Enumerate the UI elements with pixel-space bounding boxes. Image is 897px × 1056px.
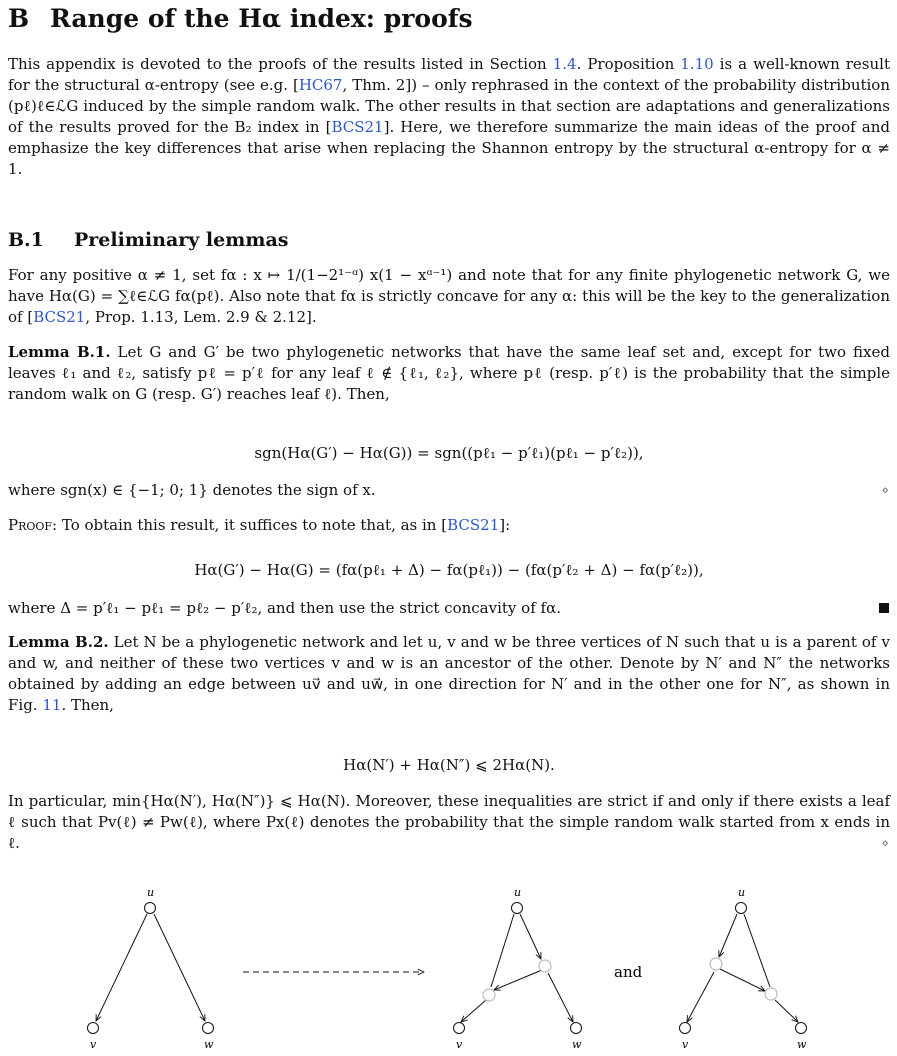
vertex-v (680, 1023, 691, 1034)
citation-bcs21-link[interactable]: BCS21 (33, 308, 86, 326)
section-title: Range of the Hα index: proofs (50, 4, 473, 33)
vertex-x (483, 989, 495, 1001)
vertex-y (539, 960, 551, 972)
citation-bcs21-link[interactable]: BCS21 (447, 516, 500, 534)
edge-u-w (154, 914, 205, 1021)
network-n-prime (454, 886, 583, 1051)
intro-text-5: ]. Here, we therefore summarize the main ideas of the proof and emphasize the key differences that arise when replacing the Shannon entropy by the structural α-entropy for α ≠ 1. (8, 118, 890, 178)
vertex-x (710, 958, 722, 970)
prelim-text-2: , Prop. 1.13, Lem. 2.9 & 2.12]. (85, 308, 317, 326)
edge-y-w (548, 973, 573, 1022)
prelim-paragraph (8, 265, 890, 328)
vertex-u (736, 903, 747, 914)
proof-after: where Δ = p′ℓ₁ − pℓ₁ = pℓ₂ − p′ℓ₂, and then use the strict concavity of fα. (8, 599, 561, 617)
vertex-w (203, 1023, 214, 1034)
intro-text-2: . Proposition (576, 55, 681, 73)
edge-u-x (491, 914, 514, 987)
lemma-b1-equation: sgn(Hα(G′) − Hα(G)) = sgn((pℓ₁ − p′ℓ₁)(pℓ₁ − p′ℓ₂)), (254, 444, 644, 462)
lemma-b1-label: Lemma B.1. (8, 343, 111, 361)
label-v: v (90, 1038, 97, 1051)
intro-paragraph (8, 54, 890, 180)
network-n-double-prime (680, 886, 808, 1051)
lemma-b2-text-2: . Then, (61, 696, 114, 714)
label-w: w (204, 1038, 214, 1051)
vertex-u (512, 903, 523, 914)
lemma-b1-text: Let G and G′ be two phylogenetic networks that have the same leaf set and, except for two fixed leaves ℓ₁ and ℓ₂, satisfy pℓ = p′ℓ for any leaf ℓ ∉ {ℓ₁, ℓ₂}, where pℓ (resp. p′ℓ) is the probability that the simple random walk on G (resp. G′) reaches leaf ℓ). Then, (8, 343, 890, 403)
proof-text-2: ]: (499, 516, 511, 534)
proof-equation: Hα(G′) − Hα(G) = (fα(pℓ₁ + Δ) − fα(pℓ₁)) − (fα(p′ℓ₂ + Δ) − fα(p′ℓ₂)), (194, 561, 704, 579)
subsection-number: B.1 (8, 229, 44, 251)
prelim-text-1: For any positive α ≠ 1, set fα : x ↦ 1/(1−2¹⁻ᵅ) x(1 − xᵅ⁻¹) and note that for any finite phylogenetic network G, we have Hα(G) = ∑ℓ∈ℒG fα(pℓ). Also note that fα is strictly concave for any α: this will be the key to the generalization of [ (8, 266, 890, 326)
edge-x-v (687, 972, 714, 1022)
lemma-b2 (8, 632, 890, 716)
and-text: and (614, 963, 643, 981)
proof-text-1: To obtain this result, it suffices to note that, as in [ (57, 516, 448, 534)
label-v: v (682, 1038, 689, 1051)
vertex-u (145, 903, 156, 914)
vertex-v (454, 1023, 465, 1034)
edge-u-x (719, 914, 737, 957)
label-u: u (738, 886, 746, 899)
label-u: u (514, 886, 522, 899)
vertex-w (571, 1023, 582, 1034)
subsection-title: Preliminary lemmas (74, 229, 289, 251)
label-w: w (572, 1038, 582, 1051)
proof-label: Proof: (8, 516, 58, 534)
edge-x-v (461, 1000, 486, 1022)
section-heading (8, 4, 890, 34)
citation-bcs21-link[interactable]: BCS21 (331, 118, 384, 136)
edge-u-v (96, 914, 147, 1021)
qed-square (879, 603, 889, 613)
vertex-v (88, 1023, 99, 1034)
intro-text-1: This appendix is devoted to the proofs of the results listed in Section (8, 55, 553, 73)
lemma-b2-after: In particular, min{Hα(N′), Hα(N″)} ⩽ Hα(N). Moreover, these inequalities are strict if and only if there exists a leaf ℓ such that Pv(ℓ) ≠ Pw(ℓ), where Px(ℓ) denotes the probability that the simple random walk started from x ends in ℓ. (8, 792, 890, 852)
network-n (88, 886, 215, 1051)
label-u: u (147, 886, 155, 899)
vertex-w (796, 1023, 807, 1034)
figure-ref-link[interactable]: 11 (42, 696, 62, 714)
label-w: w (797, 1038, 807, 1051)
lemma-b1 (8, 342, 890, 405)
edge-u-y (744, 914, 770, 987)
vertex-y (765, 988, 777, 1000)
edge-y-x (494, 970, 542, 990)
lemma-b2-equation: Hα(N′) + Hα(N″) ⩽ 2Hα(N). (343, 756, 555, 774)
edge-y-w (775, 1000, 798, 1022)
section-ref-link[interactable]: 1.4 (552, 55, 577, 73)
intro-text-4: , Thm. 2]) – only rephrased in the context of the probability distribution (pℓ)ℓ∈ℒG induced by the simple random walk. The other results in that section are adaptations and generalizations of the results proved for the B₂ index in [ (8, 76, 891, 136)
lemma-b2-end-mark: ⋄ (881, 836, 889, 850)
label-v: v (456, 1038, 463, 1051)
edge-u-y (520, 914, 541, 959)
figure-networks (0, 876, 897, 1056)
lemma-b1-end-mark: ⋄ (881, 483, 889, 497)
lemma-b2-text-1: Let N be a phylogenetic network and let u, v and w be three vertices of N such that u is a parent of v and w, and neither of these two vertices v and w is an ancestor of the other. Denote by N′ and N″ the networks obtained by adding an edge between uv⃗ and uw⃗, in one direction for N′ and in the other one for N″, as shown in Fig. (8, 633, 890, 714)
section-number: B (8, 4, 30, 33)
proof-b1 (8, 515, 890, 536)
subsection-heading (8, 228, 890, 252)
edge-x-y (720, 969, 765, 991)
intro-text-3: is a well-known result for the structural α-entropy (see e.g. [ (8, 55, 890, 94)
citation-hc67-link[interactable]: HC67 (298, 76, 343, 94)
lemma-b2-label: Lemma B.2. (8, 633, 109, 651)
proposition-ref-link[interactable]: 1.10 (680, 55, 714, 73)
lemma-b1-after: where sgn(x) ∈ {−1; 0; 1} denotes the sign of x. (8, 481, 376, 499)
